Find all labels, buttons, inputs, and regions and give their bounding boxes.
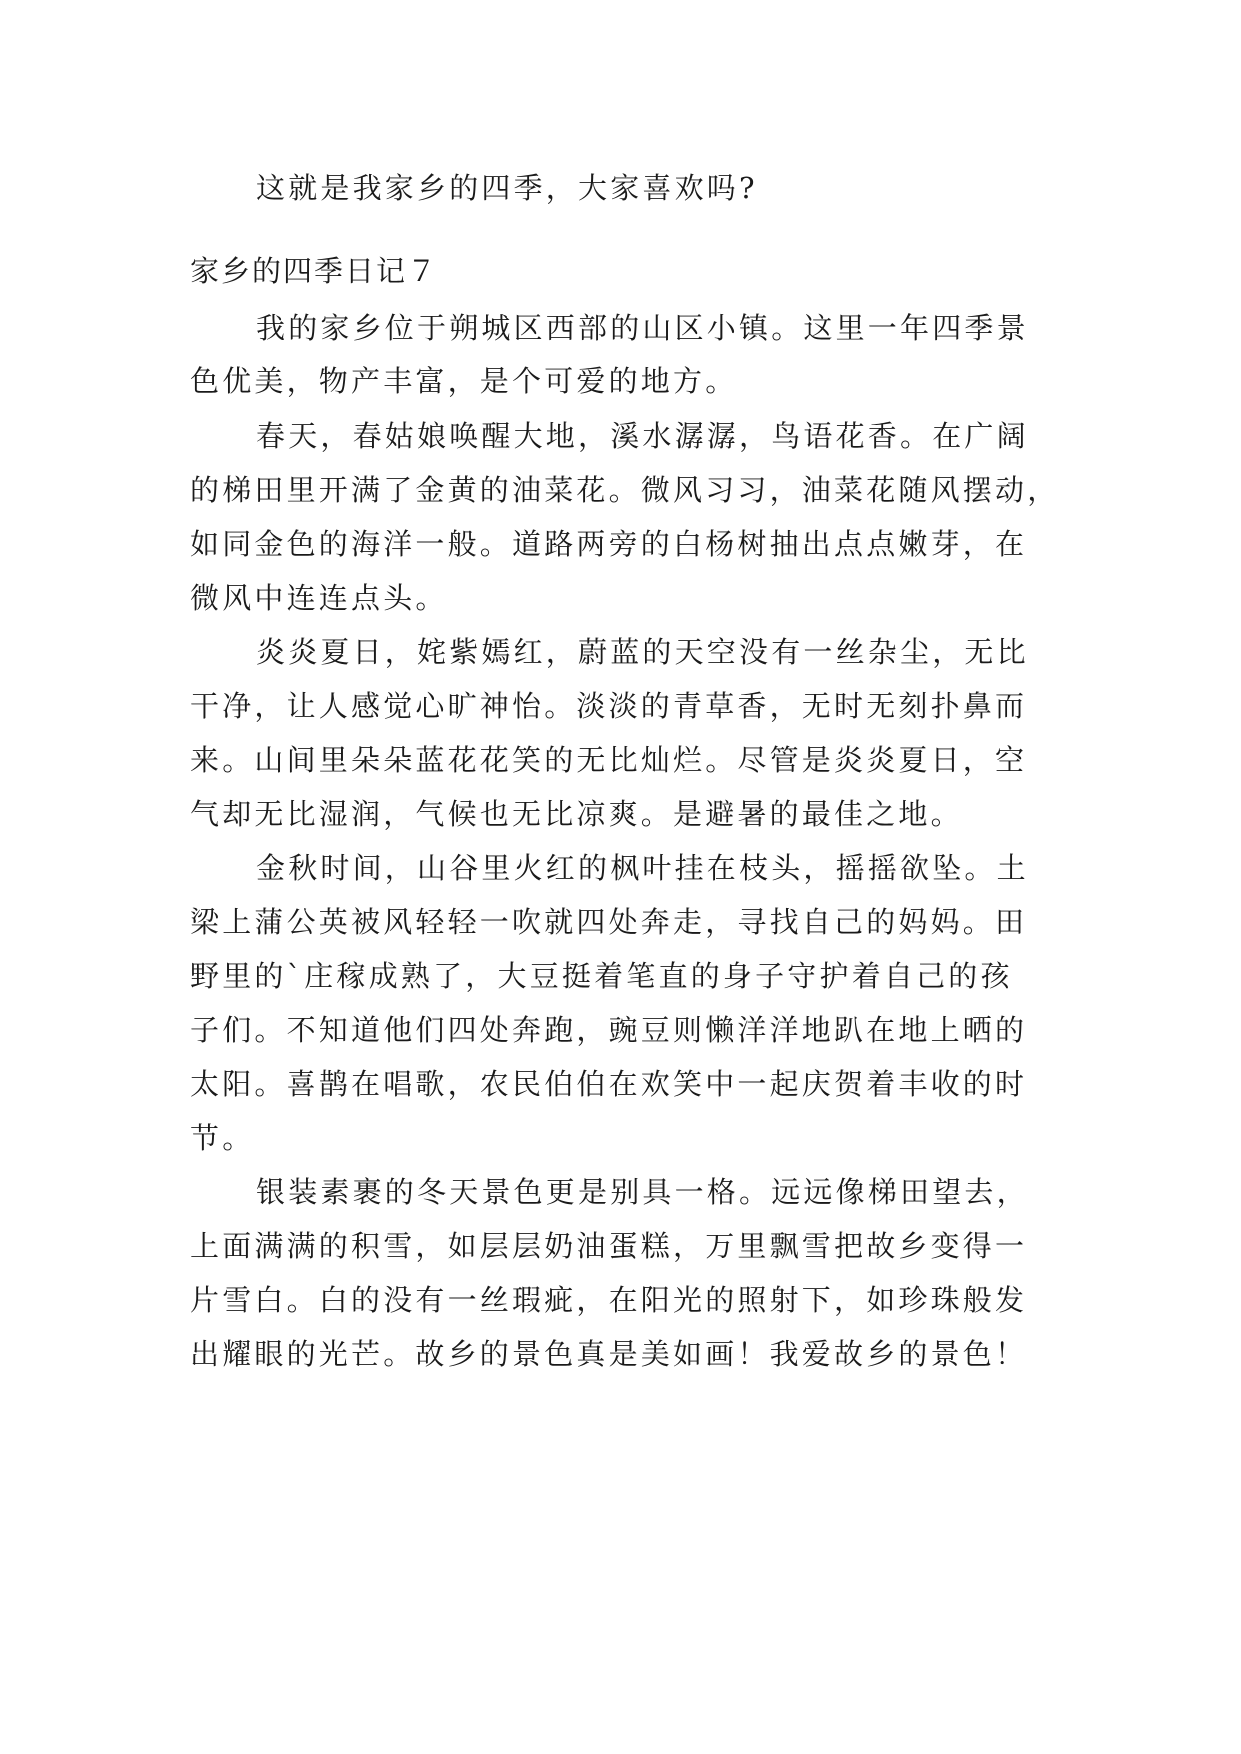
paragraph-line: 梁上蒲公英被风轻轻一吹就四处奔走，寻找自己的妈妈。田: [190, 905, 1028, 939]
paragraph-line: 节。: [190, 1121, 255, 1155]
paragraph-line: 子们。不知道他们四处奔跑，豌豆则懒洋洋地趴在地上晒的: [190, 1013, 1028, 1047]
paragraph-line: 春天，春姑娘唤醒大地，溪水潺潺，鸟语花香。在广阔: [256, 419, 1029, 453]
paragraph-line: 太阳。喜鹊在唱歌，农民伯伯在欢笑中一起庆贺着丰收的时: [190, 1067, 1028, 1101]
paragraph-line: 色优美，物产丰富，是个可爱的地方。: [190, 364, 738, 398]
diary-heading: 家乡的四季日记７: [190, 254, 439, 288]
paragraph-line: 炎炎夏日，姹紫嫣红，蔚蓝的天空没有一丝杂尘，无比: [256, 635, 1029, 669]
paragraph-line: 如同金色的海洋一般。道路两旁的白杨树抽出点点嫩芽，在: [190, 527, 1028, 561]
paragraph-line: 片雪白。白的没有一丝瑕疵，在阳光的照射下，如珍珠般发: [190, 1283, 1028, 1317]
paragraph-line: 来。山间里朵朵蓝花花笑的无比灿烂。尽管是炎炎夏日，空: [190, 743, 1028, 777]
paragraph-line: 出耀眼的光芒。故乡的景色真是美如画！我爱故乡的景色！: [190, 1337, 1028, 1371]
paragraph-line: 微风中连连点头。: [190, 581, 448, 615]
closing-line: 这就是我家乡的四季，大家喜欢吗?: [256, 171, 758, 205]
paragraph-line: 干净，让人感觉心旷神怡。淡淡的青草香，无时无刻扑鼻而: [190, 689, 1028, 723]
paragraph-line: 的梯田里开满了金黄的油菜花。微风习习，油菜花随风摆动，: [190, 473, 1060, 507]
paragraph-line: 上面满满的积雪，如层层奶油蛋糕，万里飘雪把故乡变得一: [190, 1229, 1028, 1263]
paragraph-line: 银装素裹的冬天景色更是别具一格。远远像梯田望去，: [256, 1175, 1029, 1209]
paragraph-line: 气却无比湿润，气候也无比凉爽。是避暑的最佳之地。: [190, 797, 963, 831]
paragraph-line: 我的家乡位于朔城区西部的山区小镇。这里一年四季景: [256, 311, 1029, 345]
paragraph-line: 金秋时间，山谷里火红的枫叶挂在枝头，摇摇欲坠。土: [256, 851, 1029, 885]
paragraph-line: 野里的`庄稼成熟了，大豆挺着笔直的身子守护着自己的孩: [190, 959, 1013, 993]
